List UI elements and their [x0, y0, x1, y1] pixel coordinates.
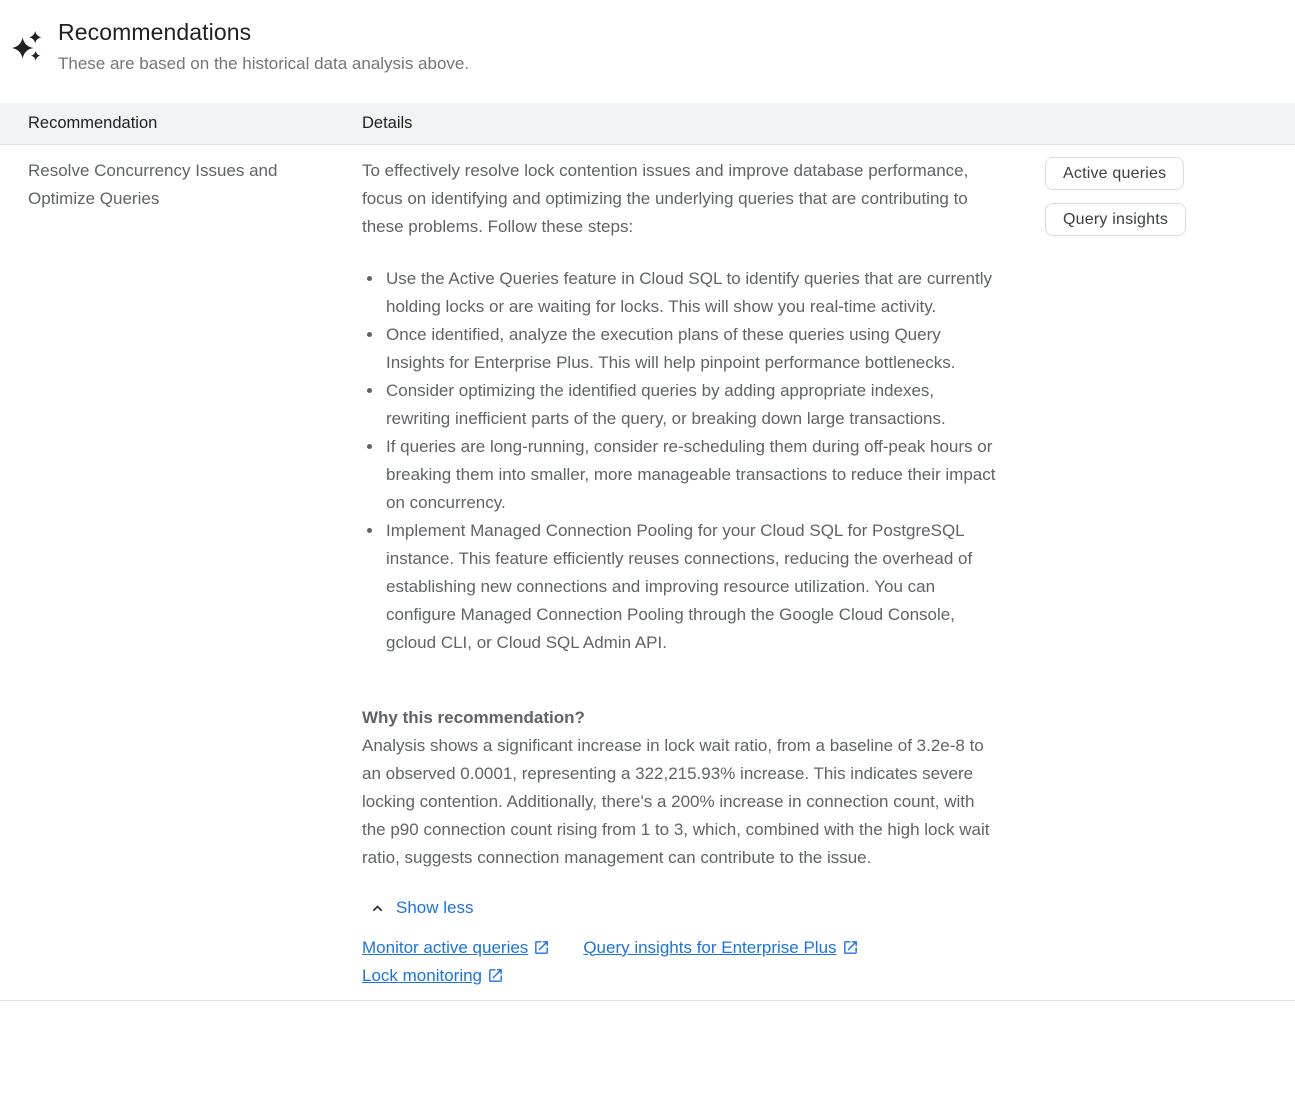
details-bullet-list: [362, 265, 1002, 657]
recommendations-table: [0, 103, 1295, 1001]
link-label: Lock monitoring: [362, 965, 483, 985]
bullet-item: • If queries are long-running, consider re-scheduling them during off-peak hours or breaking them into smaller, more manageable transactions to reduce their impact on concurrency.: [384, 433, 1002, 517]
page-title: Recommendations: [58, 19, 252, 45]
open-in-new-icon: [533, 939, 550, 956]
open-in-new-icon: [842, 939, 859, 956]
column-header-details: Details: [362, 114, 413, 132]
show-less-label: Show less: [396, 898, 474, 917]
actions-cell: [1002, 153, 1295, 990]
link-label: Monitor active queries: [362, 937, 529, 957]
related-links: [362, 934, 1002, 990]
query-insights-button[interactable]: Query insights: [1045, 203, 1186, 236]
bottom-divider: [0, 1000, 1295, 1001]
link-query-insights-enterprise-plus[interactable]: [583, 934, 858, 962]
bullet-item: • Use the Active Queries feature in Cloud SQL to identify queries that are currently holding locks or are waiting for locks. This will show you real-time activity.: [384, 265, 1002, 321]
page-header: [0, 0, 1295, 76]
recommendation-title-cell: Resolve Concurrency Issues and Optimize Queries: [28, 161, 278, 208]
gemini-sparkle-icon: [10, 28, 46, 72]
chevron-up-icon: [368, 899, 387, 918]
details-cell: [334, 153, 1002, 990]
column-header-recommendation: Recommendation: [28, 114, 158, 132]
table-row: [0, 145, 1295, 990]
bullet-item: • Consider optimizing the identified queries by adding appropriate indexes, rewriting inefficient parts of the query, or breaking down large transactions.: [384, 377, 1002, 433]
link-label: Query insights for Enterprise Plus: [583, 937, 837, 957]
page-subtitle: These are based on the historical data analysis above.: [58, 54, 470, 73]
active-queries-button[interactable]: Active queries: [1045, 157, 1184, 190]
link-monitor-active-queries[interactable]: [362, 934, 550, 962]
bullet-item: • Once identified, analyze the execution plans of these queries using Query Insights for Enterprise Plus. This will help pinpoint performance bottlenecks.: [384, 321, 1002, 377]
show-less-toggle[interactable]: [368, 894, 473, 922]
table-header-row: [0, 103, 1295, 145]
header-text: [58, 16, 469, 76]
details-intro: To effectively resolve lock contention issues and improve database performance, focus on identifying and optimizing the underlying queries that are contributing to these problems. Follow these steps:: [362, 161, 969, 236]
why-recommendation-heading: Why this recommendation?: [362, 708, 585, 727]
link-lock-monitoring[interactable]: [362, 962, 504, 990]
bullet-item: • Implement Managed Connection Pooling for your Cloud SQL for PostgreSQL instance. This feature efficiently reuses connections, reducing the overhead of establishing new connections and improving resource utilization. You can configure Managed Connection Pooling through the Google Cloud Console, gcloud CLI, or Cloud SQL Admin API.: [384, 517, 1002, 657]
open-in-new-icon: [487, 967, 504, 984]
why-recommendation-text: Analysis shows a significant increase in lock wait ratio, from a baseline of 3.2e-8 to an observed 0.0001, representing a 322,215.93% increase. This indicates severe locking contention. Additionally, there's a 200% increase in connection count, with the p90 connection count rising from 1 to 3, which, combined with the high lock wait ratio, suggests connection management can contribute to the issue.: [362, 736, 990, 867]
